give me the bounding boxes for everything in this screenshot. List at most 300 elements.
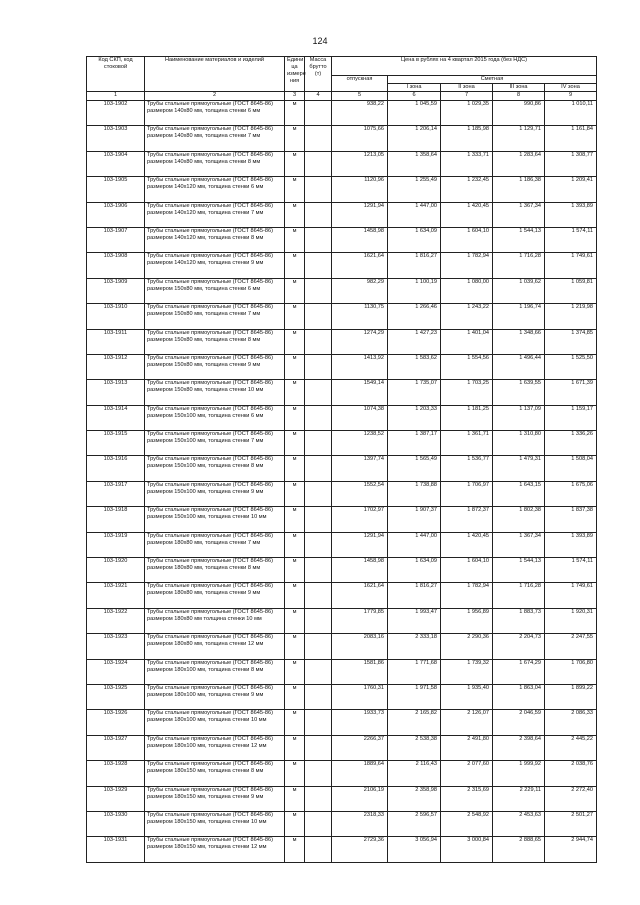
table-row xyxy=(87,761,597,786)
release-price: 1581,86 xyxy=(332,659,388,684)
zone2-price: 1 536,77 xyxy=(441,456,493,481)
item-unit: м xyxy=(285,151,305,176)
zone2-price: 1 956,89 xyxy=(441,608,493,633)
zone1-price: 1 045,59 xyxy=(388,101,441,126)
zone2-price: 1 604,10 xyxy=(441,558,493,583)
item-unit: м xyxy=(285,583,305,608)
item-unit: м xyxy=(285,227,305,252)
zone2-price: 1 554,56 xyxy=(441,354,493,379)
item-mass xyxy=(305,558,332,583)
zone2-price: 1 703,25 xyxy=(441,380,493,405)
zone1-price: 2 333,18 xyxy=(388,634,441,659)
item-unit: м xyxy=(285,253,305,278)
table-row xyxy=(87,558,597,583)
item-name: Трубы стальные прямоугольные (ГОСТ 8645-86) размером 150х100 мм, толщина стенки 10 мм xyxy=(145,507,285,532)
item-unit: м xyxy=(285,177,305,202)
item-name: Трубы стальные прямоугольные (ГОСТ 8645-86) размером 180х100 мм, толщина стенки 8 мм xyxy=(145,659,285,684)
item-code: 103-1903 xyxy=(87,126,145,151)
item-unit: м xyxy=(285,278,305,303)
item-mass xyxy=(305,735,332,760)
item-code: 103-1902 xyxy=(87,101,145,126)
item-mass xyxy=(305,684,332,709)
zone2-price: 1 080,00 xyxy=(441,278,493,303)
col-number: 4 xyxy=(305,92,332,101)
release-price: 1413,92 xyxy=(332,354,388,379)
item-code: 103-1907 xyxy=(87,227,145,252)
item-name: Трубы стальные прямоугольные (ГОСТ 8645-86) размером 180х150 мм, толщина стенки 12 мм xyxy=(145,837,285,862)
zone2-price: 1 333,71 xyxy=(441,151,493,176)
release-price: 1621,64 xyxy=(332,253,388,278)
item-name: Трубы стальные прямоугольные (ГОСТ 8645-86) размером 150х100 мм, толщина стенки 8 мм xyxy=(145,456,285,481)
col-number: 5 xyxy=(332,92,388,101)
item-unit: м xyxy=(285,634,305,659)
zone3-price: 2 204,73 xyxy=(493,634,545,659)
zone4-price: 2 086,33 xyxy=(545,710,597,735)
item-mass xyxy=(305,304,332,329)
table-row xyxy=(87,354,597,379)
release-price: 1933,73 xyxy=(332,710,388,735)
zone4-price: 2 445,22 xyxy=(545,735,597,760)
item-mass xyxy=(305,837,332,862)
item-name: Трубы стальные прямоугольные (ГОСТ 8645-86) размером 140х120 мм, толщина стенки 8 мм xyxy=(145,227,285,252)
zone4-price: 1 675,06 xyxy=(545,481,597,506)
table-row xyxy=(87,456,597,481)
zone1-price: 1 255,49 xyxy=(388,177,441,202)
zone1-price: 2 116,43 xyxy=(388,761,441,786)
item-mass xyxy=(305,659,332,684)
release-price: 1397,74 xyxy=(332,456,388,481)
zone1-price: 2 538,38 xyxy=(388,735,441,760)
table-row xyxy=(87,608,597,633)
table-row xyxy=(87,151,597,176)
item-mass xyxy=(305,177,332,202)
table-row xyxy=(87,202,597,227)
item-mass xyxy=(305,354,332,379)
zone2-price: 2 491,80 xyxy=(441,735,493,760)
zone4-price: 2 501,27 xyxy=(545,811,597,836)
zone1-price: 1 100,19 xyxy=(388,278,441,303)
item-name: Трубы стальные прямоугольные (ГОСТ 8645-86) размером 180х80 мм, толщина стенки 7 мм xyxy=(145,532,285,557)
zone1-price: 1 266,46 xyxy=(388,304,441,329)
zone3-price: 1 186,38 xyxy=(493,177,545,202)
zone3-price: 1 310,80 xyxy=(493,431,545,456)
zone1-price: 3 056,94 xyxy=(388,837,441,862)
item-unit: м xyxy=(285,710,305,735)
zone3-price: 1 802,38 xyxy=(493,507,545,532)
zone3-price: 990,86 xyxy=(493,101,545,126)
item-mass xyxy=(305,227,332,252)
zone3-price: 1 716,28 xyxy=(493,253,545,278)
zone4-price: 1 899,22 xyxy=(545,684,597,709)
header-code: Код СКП, код стоковой xyxy=(87,57,145,92)
col-number: 9 xyxy=(545,92,597,101)
table-row xyxy=(87,735,597,760)
item-code: 103-1911 xyxy=(87,329,145,354)
item-name: Трубы стальные прямоугольные (ГОСТ 8645-86) размером 180х100 мм, толщина стенки 10 мм xyxy=(145,710,285,735)
item-name: Трубы стальные прямоугольные (ГОСТ 8645-86) размером 150х100 мм, толщина стенки 6 мм xyxy=(145,405,285,430)
release-price: 1779,85 xyxy=(332,608,388,633)
release-price: 1889,64 xyxy=(332,761,388,786)
zone3-price: 1 479,31 xyxy=(493,456,545,481)
table-row xyxy=(87,101,597,126)
table-row xyxy=(87,278,597,303)
table-row xyxy=(87,177,597,202)
item-unit: м xyxy=(285,659,305,684)
item-code: 103-1929 xyxy=(87,786,145,811)
zone1-price: 1 565,49 xyxy=(388,456,441,481)
table-row xyxy=(87,837,597,862)
zone4-price: 1 574,11 xyxy=(545,558,597,583)
item-mass xyxy=(305,532,332,557)
item-unit: м xyxy=(285,608,305,633)
item-name: Трубы стальные прямоугольные (ГОСТ 8645-86) размером 140х80 мм, толщина стенки 8 мм xyxy=(145,151,285,176)
zone2-price: 1 706,97 xyxy=(441,481,493,506)
table-row xyxy=(87,786,597,811)
column-number-row xyxy=(87,92,597,101)
item-unit: м xyxy=(285,354,305,379)
zone4-price: 1 336,26 xyxy=(545,431,597,456)
item-code: 103-1927 xyxy=(87,735,145,760)
item-code: 103-1930 xyxy=(87,811,145,836)
zone2-price: 2 548,92 xyxy=(441,811,493,836)
zone2-price: 2 077,60 xyxy=(441,761,493,786)
table-row xyxy=(87,126,597,151)
zone1-price: 1 387,17 xyxy=(388,431,441,456)
release-price: 1621,64 xyxy=(332,583,388,608)
zone3-price: 1 674,29 xyxy=(493,659,545,684)
zone4-price: 1 308,77 xyxy=(545,151,597,176)
item-mass xyxy=(305,101,332,126)
item-name: Трубы стальные прямоугольные (ГОСТ 8645-86) размером 140х120 мм, толщина стенки 7 мм xyxy=(145,202,285,227)
item-name: Трубы стальные прямоугольные (ГОСТ 8645-86) размером 180х150 мм, толщина стенки 8 мм xyxy=(145,761,285,786)
table-row xyxy=(87,227,597,252)
zone2-price: 1 420,45 xyxy=(441,532,493,557)
zone2-price: 1 739,32 xyxy=(441,659,493,684)
item-mass xyxy=(305,456,332,481)
zone2-price: 3 000,84 xyxy=(441,837,493,862)
price-table xyxy=(86,56,597,863)
zone1-price: 1 203,33 xyxy=(388,405,441,430)
release-price: 2266,37 xyxy=(332,735,388,760)
item-code: 103-1919 xyxy=(87,532,145,557)
zone1-price: 1 735,07 xyxy=(388,380,441,405)
item-mass xyxy=(305,253,332,278)
item-name: Трубы стальные прямоугольные (ГОСТ 8645-86) размером 150х80 мм, толщина стенки 8 мм xyxy=(145,329,285,354)
item-mass xyxy=(305,380,332,405)
item-mass xyxy=(305,710,332,735)
zone2-price: 2 290,36 xyxy=(441,634,493,659)
zone2-price: 1 029,35 xyxy=(441,101,493,126)
zone1-price: 1 993,47 xyxy=(388,608,441,633)
item-unit: м xyxy=(285,837,305,862)
header-zone3: III зона xyxy=(493,84,545,92)
col-number: 3 xyxy=(285,92,305,101)
zone4-price: 2 247,55 xyxy=(545,634,597,659)
table-row xyxy=(87,811,597,836)
release-price: 2106,19 xyxy=(332,786,388,811)
zone1-price: 2 358,98 xyxy=(388,786,441,811)
zone4-price: 1 749,61 xyxy=(545,253,597,278)
zone2-price: 1 420,45 xyxy=(441,202,493,227)
item-name: Трубы стальные прямоугольные (ГОСТ 8645-86) размером 150х100 мм, толщина стенки 7 мм xyxy=(145,431,285,456)
zone1-price: 1 816,27 xyxy=(388,583,441,608)
item-unit: м xyxy=(285,329,305,354)
header-zone2: II зона xyxy=(441,84,493,92)
item-code: 103-1914 xyxy=(87,405,145,430)
item-code: 103-1931 xyxy=(87,837,145,862)
zone2-price: 1 604,10 xyxy=(441,227,493,252)
item-code: 103-1926 xyxy=(87,710,145,735)
zone1-price: 2 596,57 xyxy=(388,811,441,836)
zone1-price: 1 907,37 xyxy=(388,507,441,532)
header-release: отпускная xyxy=(332,76,388,92)
item-code: 103-1912 xyxy=(87,354,145,379)
zone3-price: 1 039,62 xyxy=(493,278,545,303)
item-mass xyxy=(305,278,332,303)
zone2-price: 1 935,40 xyxy=(441,684,493,709)
zone3-price: 2 398,64 xyxy=(493,735,545,760)
item-name: Трубы стальные прямоугольные (ГОСТ 8645-86) размером 180х150 мм, толщина стенки 10 мм xyxy=(145,811,285,836)
zone2-price: 2 126,07 xyxy=(441,710,493,735)
col-number: 7 xyxy=(441,92,493,101)
release-price: 2318,33 xyxy=(332,811,388,836)
release-price: 982,29 xyxy=(332,278,388,303)
zone3-price: 2 046,59 xyxy=(493,710,545,735)
item-unit: м xyxy=(285,558,305,583)
item-code: 103-1905 xyxy=(87,177,145,202)
zone3-price: 1 716,28 xyxy=(493,583,545,608)
item-mass xyxy=(305,608,332,633)
item-unit: м xyxy=(285,481,305,506)
item-code: 103-1909 xyxy=(87,278,145,303)
zone4-price: 1 393,89 xyxy=(545,202,597,227)
zone4-price: 1 374,85 xyxy=(545,329,597,354)
page-number: 124 xyxy=(312,36,328,46)
item-name: Трубы стальные прямоугольные (ГОСТ 8645-86) размером 180х100 мм, толщина стенки 12 мм xyxy=(145,735,285,760)
release-price: 1458,98 xyxy=(332,558,388,583)
zone1-price: 1 583,62 xyxy=(388,354,441,379)
col-number: 1 xyxy=(87,92,145,101)
release-price: 1291,94 xyxy=(332,532,388,557)
item-mass xyxy=(305,761,332,786)
item-unit: м xyxy=(285,405,305,430)
item-mass xyxy=(305,126,332,151)
zone2-price: 1 232,45 xyxy=(441,177,493,202)
item-name: Трубы стальные прямоугольные (ГОСТ 8645-86) размером 180х100 мм, толщина стенки 9 мм xyxy=(145,684,285,709)
release-price: 1760,31 xyxy=(332,684,388,709)
zone3-price: 1 544,13 xyxy=(493,227,545,252)
release-price: 938,22 xyxy=(332,101,388,126)
item-mass xyxy=(305,481,332,506)
item-name: Трубы стальные прямоугольные (ГОСТ 8645-86) размером 150х80 мм, толщина стенки 6 мм xyxy=(145,278,285,303)
header-price-group: Цена в рублях на 4 квартал 2015 года (без НДС) xyxy=(332,57,597,76)
table-row xyxy=(87,405,597,430)
item-code: 103-1913 xyxy=(87,380,145,405)
item-name: Трубы стальные прямоугольные (ГОСТ 8645-86) размером 140х80 мм, толщина стенки 6 мм xyxy=(145,101,285,126)
item-unit: м xyxy=(285,786,305,811)
release-price: 1458,98 xyxy=(332,227,388,252)
zone4-price: 2 944,74 xyxy=(545,837,597,862)
item-code: 103-1923 xyxy=(87,634,145,659)
zone3-price: 1 283,64 xyxy=(493,151,545,176)
item-unit: м xyxy=(285,431,305,456)
zone2-price: 1 185,98 xyxy=(441,126,493,151)
zone3-price: 1 544,13 xyxy=(493,558,545,583)
item-unit: м xyxy=(285,380,305,405)
zone2-price: 1 872,37 xyxy=(441,507,493,532)
zone3-price: 1 639,55 xyxy=(493,380,545,405)
item-unit: м xyxy=(285,532,305,557)
zone3-price: 2 888,65 xyxy=(493,837,545,862)
item-code: 103-1925 xyxy=(87,684,145,709)
item-mass xyxy=(305,151,332,176)
zone3-price: 1 496,44 xyxy=(493,354,545,379)
item-name: Трубы стальные прямоугольные (ГОСТ 8645-86) размером 150х80 мм, толщина стенки 7 мм xyxy=(145,304,285,329)
zone3-price: 2 229,11 xyxy=(493,786,545,811)
release-price: 1074,38 xyxy=(332,405,388,430)
table-body xyxy=(87,101,597,863)
zone4-price: 1 059,81 xyxy=(545,278,597,303)
col-number: 2 xyxy=(145,92,285,101)
item-unit: м xyxy=(285,101,305,126)
item-unit: м xyxy=(285,811,305,836)
item-mass xyxy=(305,811,332,836)
table-row xyxy=(87,304,597,329)
zone1-price: 1 634,09 xyxy=(388,227,441,252)
release-price: 1549,14 xyxy=(332,380,388,405)
release-price: 1120,96 xyxy=(332,177,388,202)
release-price: 1130,75 xyxy=(332,304,388,329)
release-price: 1075,66 xyxy=(332,126,388,151)
item-name: Трубы стальные прямоугольные (ГОСТ 8645-86) размером 180х80 мм, толщина стенки 9 мм xyxy=(145,583,285,608)
zone1-price: 1 971,58 xyxy=(388,684,441,709)
zone2-price: 1 782,94 xyxy=(441,583,493,608)
zone1-price: 1 447,00 xyxy=(388,532,441,557)
item-code: 103-1915 xyxy=(87,431,145,456)
header-estimate: Сметная xyxy=(388,76,597,84)
table-row xyxy=(87,532,597,557)
item-name: Трубы стальные прямоугольные (ГОСТ 8645-86) размером 150х80 мм, толщина стенки 9 мм xyxy=(145,354,285,379)
item-mass xyxy=(305,507,332,532)
release-price: 1552,54 xyxy=(332,481,388,506)
table-row xyxy=(87,253,597,278)
zone4-price: 1 749,61 xyxy=(545,583,597,608)
header-zone1: I зона xyxy=(388,84,441,92)
item-name: Трубы стальные прямоугольные (ГОСТ 8645-86) размером 180х80 мм, толщина стенки 8 мм xyxy=(145,558,285,583)
item-code: 103-1922 xyxy=(87,608,145,633)
zone3-price: 1 863,04 xyxy=(493,684,545,709)
zone1-price: 2 165,82 xyxy=(388,710,441,735)
zone3-price: 1 643,15 xyxy=(493,481,545,506)
item-unit: м xyxy=(285,507,305,532)
item-unit: м xyxy=(285,684,305,709)
zone1-price: 1 447,00 xyxy=(388,202,441,227)
header-mass: Масса брутто (т) xyxy=(305,57,332,92)
item-code: 103-1910 xyxy=(87,304,145,329)
zone3-price: 1 883,73 xyxy=(493,608,545,633)
item-mass xyxy=(305,786,332,811)
zone3-price: 1 137,09 xyxy=(493,405,545,430)
release-price: 2083,16 xyxy=(332,634,388,659)
item-unit: м xyxy=(285,202,305,227)
table-row xyxy=(87,659,597,684)
item-code: 103-1918 xyxy=(87,507,145,532)
header-zone4: IV зона xyxy=(545,84,597,92)
header-name: Наименование материалов и изделий xyxy=(145,57,285,92)
header-unit: Едини ца измере ния xyxy=(285,57,305,92)
zone3-price: 1 367,34 xyxy=(493,202,545,227)
table-row xyxy=(87,507,597,532)
release-price: 1238,52 xyxy=(332,431,388,456)
zone4-price: 1 209,41 xyxy=(545,177,597,202)
zone4-price: 1 525,50 xyxy=(545,354,597,379)
item-code: 103-1921 xyxy=(87,583,145,608)
zone3-price: 1 196,74 xyxy=(493,304,545,329)
zone4-price: 1 219,98 xyxy=(545,304,597,329)
table-row xyxy=(87,380,597,405)
item-name: Трубы стальные прямоугольные (ГОСТ 8645-86) размером 150х80 мм, толщина стенки 10 мм xyxy=(145,380,285,405)
zone3-price: 1 348,66 xyxy=(493,329,545,354)
item-unit: м xyxy=(285,456,305,481)
col-number: 6 xyxy=(388,92,441,101)
item-unit: м xyxy=(285,761,305,786)
item-mass xyxy=(305,202,332,227)
zone3-price: 1 999,92 xyxy=(493,761,545,786)
item-name: Трубы стальные прямоугольные (ГОСТ 8645-86) размером 180х80 мм толщина стенки 10 мм xyxy=(145,608,285,633)
zone2-price: 2 315,69 xyxy=(441,786,493,811)
item-mass xyxy=(305,405,332,430)
item-mass xyxy=(305,634,332,659)
item-name: Трубы стальные прямоугольные (ГОСТ 8645-86) размером 150х100 мм, толщина стенки 9 мм xyxy=(145,481,285,506)
zone1-price: 1 771,68 xyxy=(388,659,441,684)
table-row xyxy=(87,431,597,456)
item-code: 103-1908 xyxy=(87,253,145,278)
zone4-price: 1 393,89 xyxy=(545,532,597,557)
zone1-price: 1 816,27 xyxy=(388,253,441,278)
zone4-price: 1 508,04 xyxy=(545,456,597,481)
release-price: 2729,36 xyxy=(332,837,388,862)
zone3-price: 1 129,71 xyxy=(493,126,545,151)
item-mass xyxy=(305,583,332,608)
release-price: 1702,97 xyxy=(332,507,388,532)
table-row xyxy=(87,481,597,506)
zone3-price: 1 367,34 xyxy=(493,532,545,557)
release-price: 1213,05 xyxy=(332,151,388,176)
item-code: 103-1928 xyxy=(87,761,145,786)
release-price: 1291,94 xyxy=(332,202,388,227)
item-unit: м xyxy=(285,126,305,151)
table-row xyxy=(87,583,597,608)
item-unit: м xyxy=(285,304,305,329)
item-code: 103-1917 xyxy=(87,481,145,506)
zone1-price: 1 634,09 xyxy=(388,558,441,583)
item-mass xyxy=(305,431,332,456)
item-mass xyxy=(305,329,332,354)
zone3-price: 2 453,63 xyxy=(493,811,545,836)
zone4-price: 1 671,39 xyxy=(545,380,597,405)
zone2-price: 1 361,71 xyxy=(441,431,493,456)
item-code: 103-1924 xyxy=(87,659,145,684)
zone4-price: 1 010,11 xyxy=(545,101,597,126)
table-row xyxy=(87,634,597,659)
zone4-price: 1 837,38 xyxy=(545,507,597,532)
item-unit: м xyxy=(285,735,305,760)
zone2-price: 1 401,04 xyxy=(441,329,493,354)
zone4-price: 1 574,11 xyxy=(545,227,597,252)
zone1-price: 1 206,14 xyxy=(388,126,441,151)
zone1-price: 1 738,88 xyxy=(388,481,441,506)
table-row xyxy=(87,684,597,709)
